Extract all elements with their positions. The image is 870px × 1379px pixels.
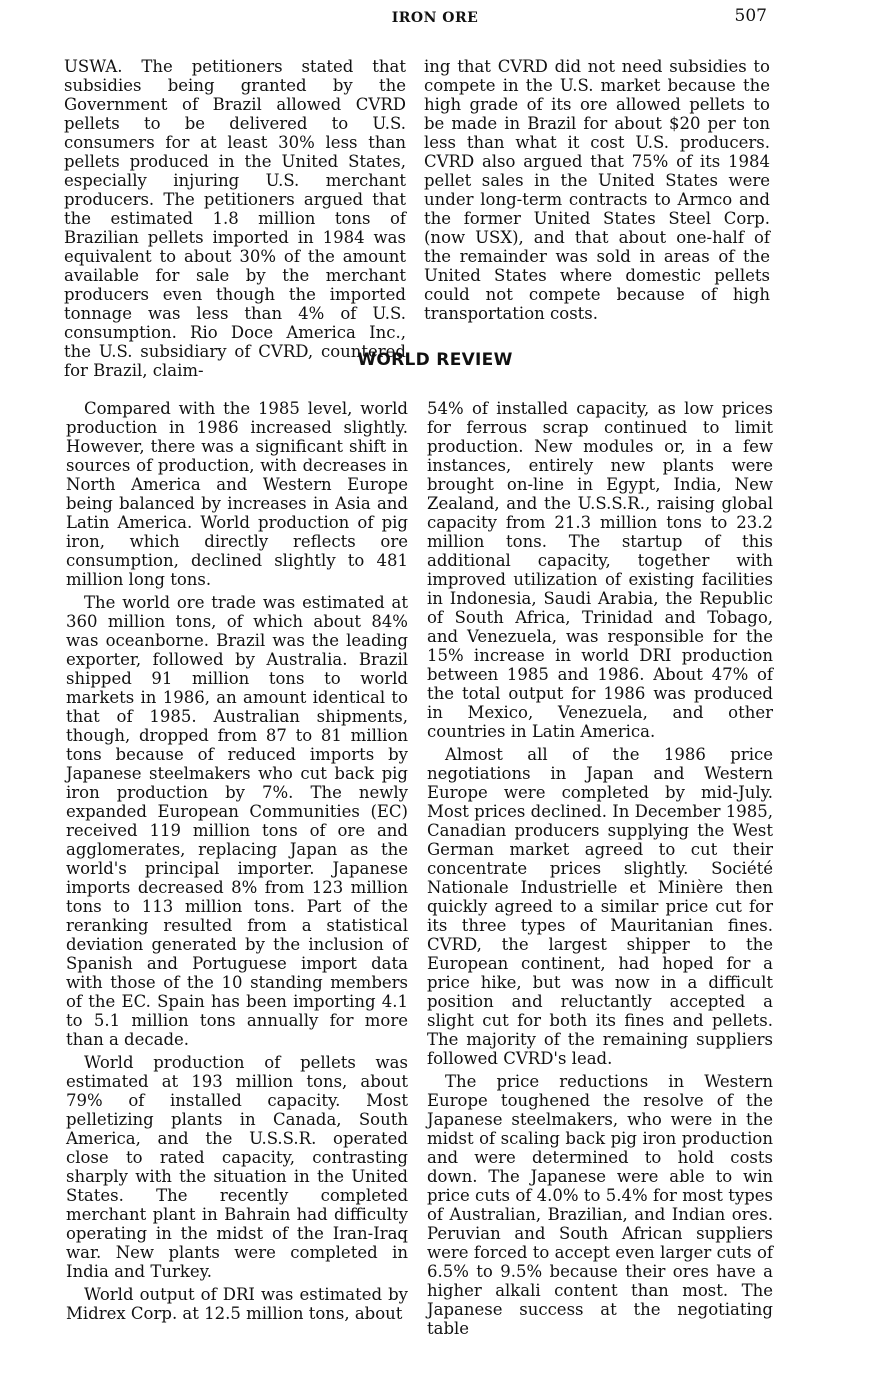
paragraph: The world ore trade was estimated at 360 million tons, of which about 84% was oceanborne. Brazil was the leading exporter, followed by Australia. Brazil shipped 91 million tons to world markets in 1986, an amount identical to that of 1985. Australian shipments, though, dropped from 87 to 81 million tons because of reduced imports by Japanese steelmakers who cut back pig iron production by 7%. The newly expanded European Communities (EC) received 119 million tons of ore and agglomerates, replacing Japan as the world's principal importer. Japanese imports decreased 8% from 123 million tons to 113 million tons. Part of the reranking resulted from a statistical deviation generated by the inclusion of Spanish and Portuguese import data with those of the 10 standing members of the EC. Spain has been importing 4.1 to 5.1 million tons annually for more than a decade. [66,593,408,1049]
section-title-world-review: WORLD REVIEW [357,350,513,370]
paragraph: World output of DRI was estimated by Midrex Corp. at 12.5 million tons, about [66,1285,408,1323]
top-right-column [424,57,770,323]
paragraph: World production of pellets was estimated at 193 million tons, about 79% of installed capacity. Most pelletizing plants in Canada, South America, and the U.S.S.R. operated close to rated capacity, contrasting sharply with the situation in the United States. The recently completed merchant plant in Bahrain had difficulty operating in the midst of the Iran-Iraq war. New plants were completed in India and Turkey. [66,1053,408,1281]
running-head: IRON ORE [391,10,479,26]
paragraph: 54% of installed capacity, as low prices for ferrous scrap continued to limit production. New modules or, in a few instances, entirely new plants were brought on-line in Egypt, India, New Zealand, and the U.S.S.R., raising global capacity from 21.3 million tons to 23.2 million tons. The startup of this additional capacity, together with improved utilization of existing facilities in Indonesia, Saudi Arabia, the Republic of South Africa, Trinidad and Tobago, and Venezuela, was responsible for the 15% increase in world DRI production between 1985 and 1986. About 47% of the total output for 1986 was produced in Mexico, Venezuela, and other countries in Latin America. [427,399,773,741]
page-number: 507 [734,6,767,26]
world-review-right-column [427,399,773,1338]
paragraph: Almost all of the 1986 price negotiations in Japan and Western Europe were completed by mid-July. Most prices declined. In December 1985, Canadian producers supplying the West German market agreed to cut their concentrate prices slightly. Société Nationale Industrielle et Minière then quickly agreed to a similar price cut for its three types of Mauritanian fines. CVRD, the largest shipper to the European continent, had hoped for a price hike, but was now in a difficult position and reluctantly accepted a slight cut for both its fines and pellets. The majority of the remaining suppliers followed CVRD's lead. [427,745,773,1068]
paragraph: The price reductions in Western Europe toughened the resolve of the Japanese steelmakers, who were in the midst of scaling back pig iron production and were determined to hold costs down. The Japanese were able to win price cuts of 4.0% to 5.4% for most types of Australian, Brazilian, and Indian ores. Peruvian and South African suppliers were forced to accept even larger cuts of 6.5% to 9.5% because their ores have a higher alkali content than most. The Japanese success at the negotiating table [427,1072,773,1338]
paragraph: ing that CVRD did not need subsidies to compete in the U.S. market because the high grade of its ore allowed pellets to be made in Brazil for about $20 per ton less than what it cost U.S. producers. CVRD also argued that 75% of its 1984 pellet sales in the United States were under long-term contracts to Armco and the former United States Steel Corp. (now USX), and that about one-half of the remainder was sold in areas of the United States where domestic pellets could not compete because of high transportation costs. [424,57,770,323]
top-left-column [64,57,406,380]
world-review-left-column [66,399,408,1323]
paragraph: USWA. The petitioners stated that subsidies being granted by the Government of Brazil allowed CVRD pellets to be delivered to U.S. consumers for at least 30% less than pellets produced in the United States, especially injuring U.S. merchant producers. The petitioners argued that the estimated 1.8 million tons of Brazilian pellets imported in 1984 was equivalent to about 30% of the amount available for sale by the merchant producers even though the imported tonnage was less than 4% of U.S. consumption. Rio Doce America Inc., the U.S. subsidiary of CVRD, countered for Brazil, claim- [64,57,406,380]
paragraph: Compared with the 1985 level, world production in 1986 increased slightly. However, there was a significant shift in sources of production, with decreases in North America and Western Europe being balanced by increases in Asia and Latin America. World production of pig iron, which directly reflects ore consumption, declined slightly to 481 million long tons. [66,399,408,589]
